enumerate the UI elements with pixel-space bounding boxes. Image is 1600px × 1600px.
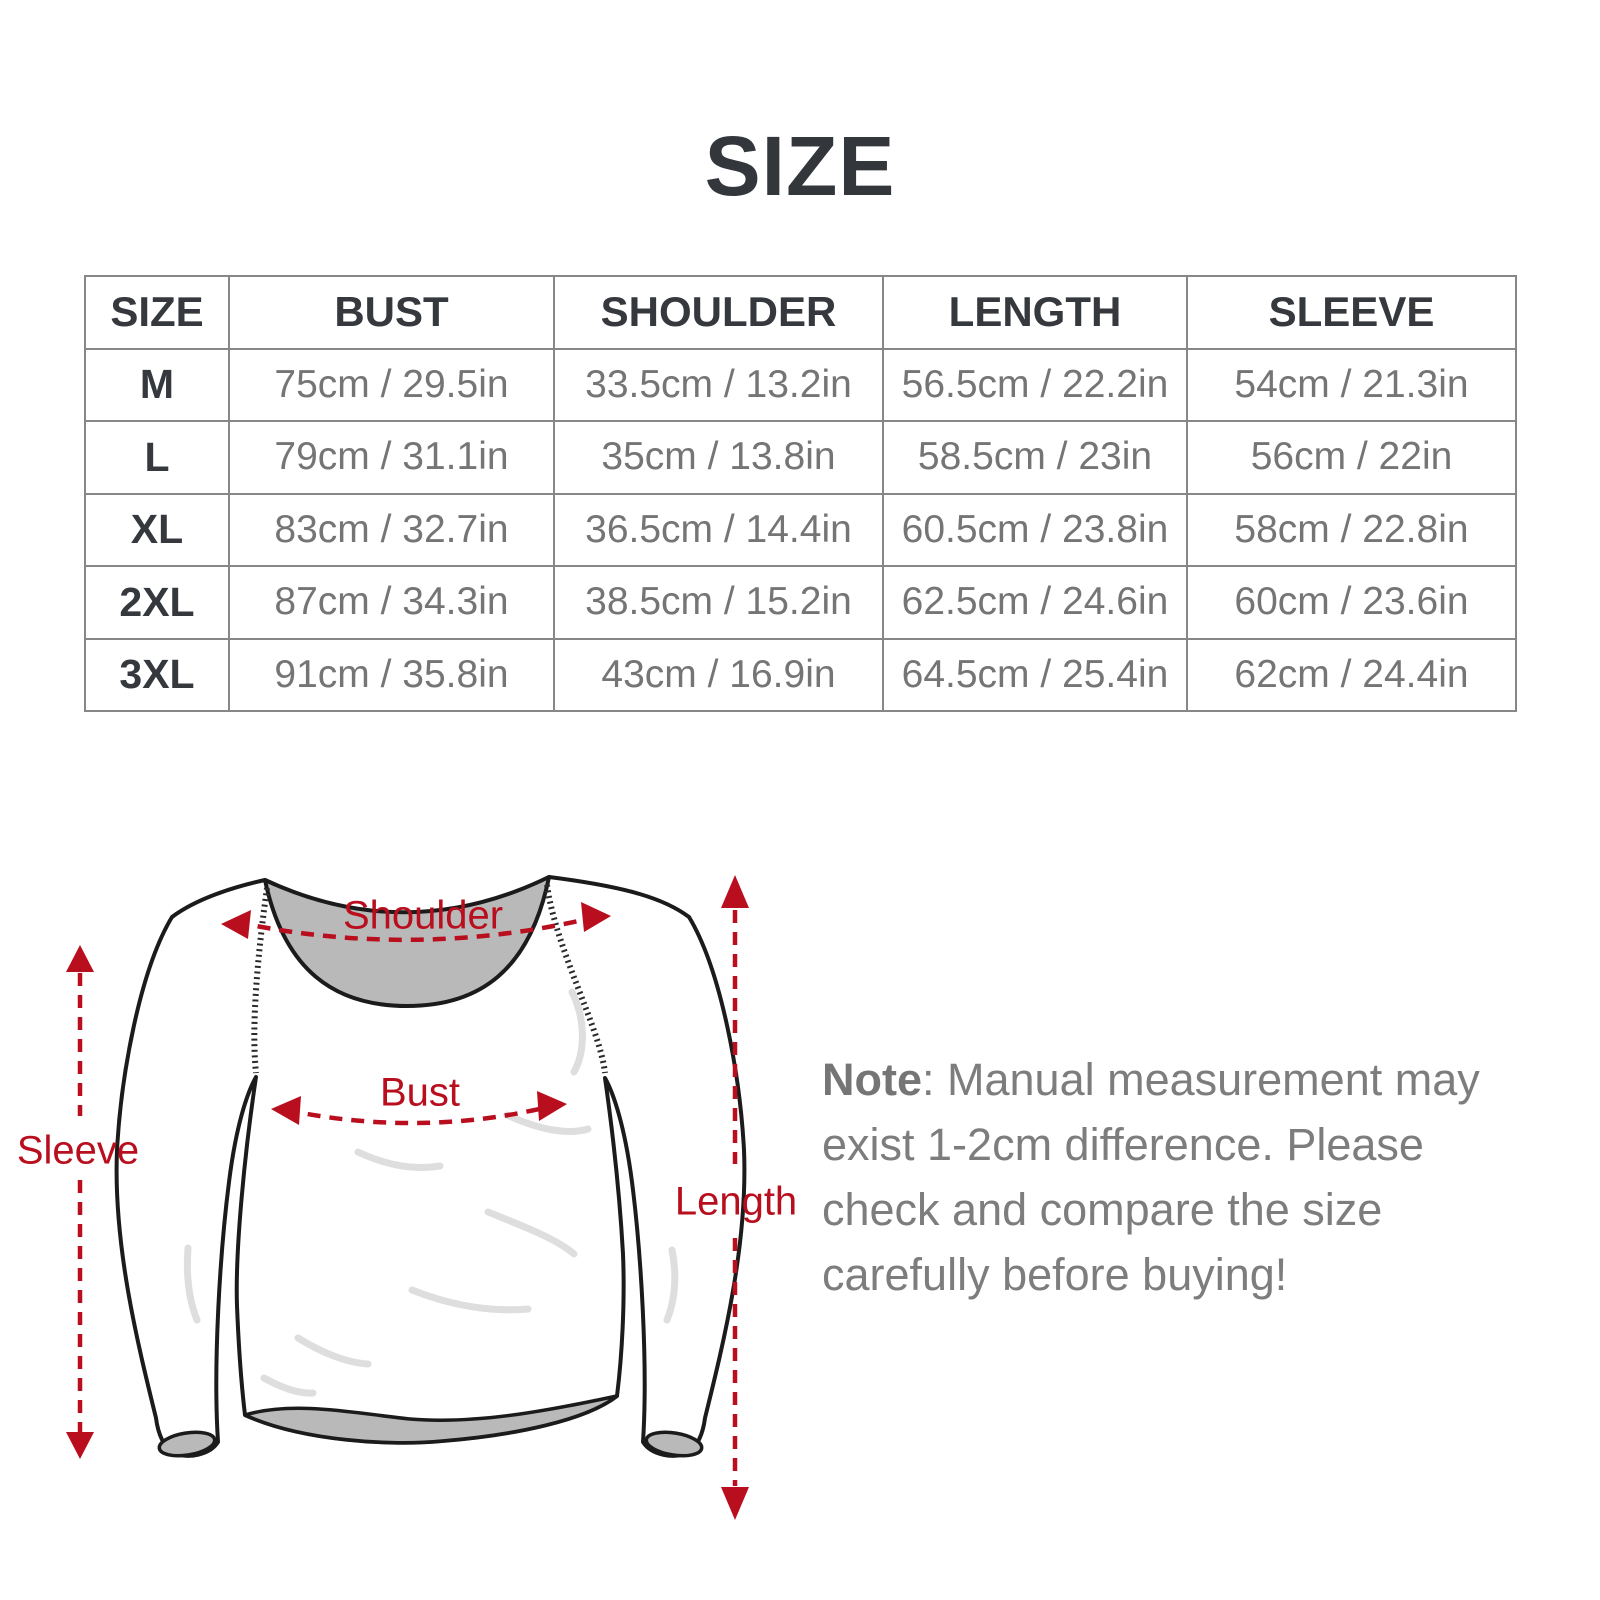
- col-header-shoulder: SHOULDER: [554, 276, 883, 349]
- col-header-length: LENGTH: [883, 276, 1187, 349]
- cell-bust: 83cm / 32.7in: [229, 494, 554, 567]
- sleeve-arrowhead-down: [66, 1432, 94, 1459]
- col-header-sleeve: SLEEVE: [1187, 276, 1516, 349]
- col-header-size: SIZE: [85, 276, 229, 349]
- cell-sleeve: 58cm / 22.8in: [1187, 494, 1516, 567]
- note-label: Note: [822, 1054, 922, 1105]
- sleeve-label: Sleeve: [16, 1128, 140, 1173]
- cell-length: 62.5cm / 24.6in: [883, 566, 1187, 639]
- cell-sleeve: 62cm / 24.4in: [1187, 639, 1516, 712]
- cell-shoulder: 38.5cm / 15.2in: [554, 566, 883, 639]
- col-header-bust: BUST: [229, 276, 554, 349]
- length-arrowhead-down: [721, 1487, 749, 1520]
- cell-sleeve: 60cm / 23.6in: [1187, 566, 1516, 639]
- cell-shoulder: 33.5cm / 13.2in: [554, 349, 883, 422]
- cell-size: L: [85, 421, 229, 494]
- note-body: : Manual measurement may exist 1-2cm difference. Please check and compare the size carefully before buying!: [822, 1054, 1480, 1300]
- cell-length: 56.5cm / 22.2in: [883, 349, 1187, 422]
- cell-sleeve: 54cm / 21.3in: [1187, 349, 1516, 422]
- shoulder-label: Shoulder: [342, 893, 504, 938]
- cell-bust: 87cm / 34.3in: [229, 566, 554, 639]
- cell-size: XL: [85, 494, 229, 567]
- cell-size: 2XL: [85, 566, 229, 639]
- cell-bust: 91cm / 35.8in: [229, 639, 554, 712]
- cell-length: 58.5cm / 23in: [883, 421, 1187, 494]
- sleeve-arrowhead-up: [66, 945, 94, 972]
- cell-shoulder: 36.5cm / 14.4in: [554, 494, 883, 567]
- cell-shoulder: 43cm / 16.9in: [554, 639, 883, 712]
- length-label: Length: [674, 1179, 798, 1224]
- cell-size: M: [85, 349, 229, 422]
- cell-bust: 75cm / 29.5in: [229, 349, 554, 422]
- note-text: [822, 1047, 1527, 1307]
- cell-length: 64.5cm / 25.4in: [883, 639, 1187, 712]
- cell-shoulder: 35cm / 13.8in: [554, 421, 883, 494]
- cell-sleeve: 56cm / 22in: [1187, 421, 1516, 494]
- length-arrowhead-up: [721, 875, 749, 908]
- page-title: SIZE: [704, 119, 896, 213]
- cell-length: 60.5cm / 23.8in: [883, 494, 1187, 567]
- bust-label: Bust: [379, 1070, 461, 1115]
- cell-bust: 79cm / 31.1in: [229, 421, 554, 494]
- cell-size: 3XL: [85, 639, 229, 712]
